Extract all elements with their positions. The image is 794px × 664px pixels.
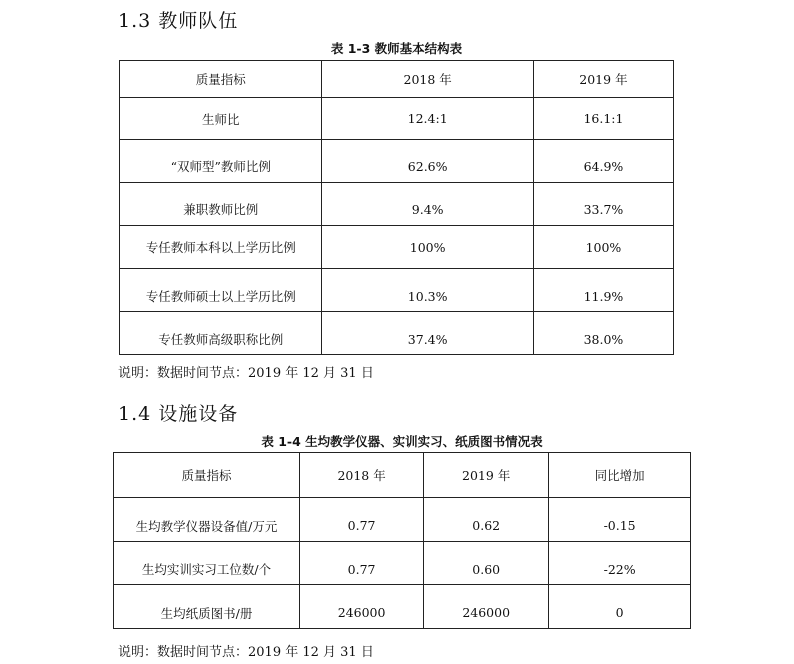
header-cell: 2019 年 — [424, 453, 549, 498]
table-cell: 246000 — [424, 585, 549, 629]
table-cell: 33.7% — [533, 183, 673, 226]
table-cell: 0 — [549, 585, 691, 629]
table-row — [120, 183, 674, 226]
table-row — [120, 312, 674, 355]
table-cell: 38.0% — [533, 312, 673, 355]
section-heading-teachers: 1.3 教师队伍 — [118, 10, 239, 32]
table-cell: 兼职教师比例 — [120, 183, 322, 226]
data-note-facilities: 说明：数据时间节点：2019 年 12 月 31 日 — [118, 645, 374, 660]
table-cell: “双师型”教师比例 — [120, 140, 322, 183]
table-cell: -22% — [549, 542, 691, 585]
header-cell: 2018 年 — [300, 453, 424, 498]
table-row — [120, 140, 674, 183]
table-cell: 生均实训实习工位数/个 — [114, 542, 300, 585]
table-cell: 100% — [322, 226, 533, 269]
table-cell: 100% — [533, 226, 673, 269]
header-cell: 2018 年 — [322, 61, 533, 98]
table-cell: 生师比 — [120, 98, 322, 140]
table-cell: 专任教师高级职称比例 — [120, 312, 322, 355]
section-heading-facilities: 1.4 设施设备 — [118, 403, 239, 425]
header-cell: 同比增加 — [549, 453, 691, 498]
table-cell: 专任教师本科以上学历比例 — [120, 226, 322, 269]
table-cell: 10.3% — [322, 269, 533, 312]
table-caption-facilities: 表 1-4 生均教学仪器、实训实习、纸质图书情况表 — [261, 434, 543, 449]
header-cell: 质量指标 — [120, 61, 322, 98]
teacher-structure-table — [119, 60, 674, 355]
facilities-table — [113, 452, 691, 629]
table-cell: 37.4% — [322, 312, 533, 355]
table-cell: 64.9% — [533, 140, 673, 183]
table-cell: 11.9% — [533, 269, 673, 312]
header-cell: 2019 年 — [533, 61, 673, 98]
data-note-teachers: 说明：数据时间节点：2019 年 12 月 31 日 — [118, 366, 374, 381]
table-header-row — [120, 61, 674, 98]
table-cell: -0.15 — [549, 498, 691, 542]
table-row — [114, 585, 691, 629]
table-cell: 0.62 — [424, 498, 549, 542]
header-cell: 质量指标 — [114, 453, 300, 498]
table-row — [114, 498, 691, 542]
table-cell: 生均纸质图书/册 — [114, 585, 300, 629]
table-cell: 生均教学仪器设备值/万元 — [114, 498, 300, 542]
table-row — [120, 98, 674, 140]
table-cell: 9.4% — [322, 183, 533, 226]
table-cell: 246000 — [300, 585, 424, 629]
table-cell: 0.60 — [424, 542, 549, 585]
table-cell: 62.6% — [322, 140, 533, 183]
table-header-row — [114, 453, 691, 498]
table-cell: 专任教师硕士以上学历比例 — [120, 269, 322, 312]
table-row — [120, 269, 674, 312]
table-cell: 0.77 — [300, 542, 424, 585]
table-row — [120, 226, 674, 269]
table-cell: 0.77 — [300, 498, 424, 542]
table-cell: 16.1:1 — [533, 98, 673, 140]
table-row — [114, 542, 691, 585]
table-cell: 12.4:1 — [322, 98, 533, 140]
table-caption-teachers: 表 1-3 教师基本结构表 — [330, 41, 463, 56]
